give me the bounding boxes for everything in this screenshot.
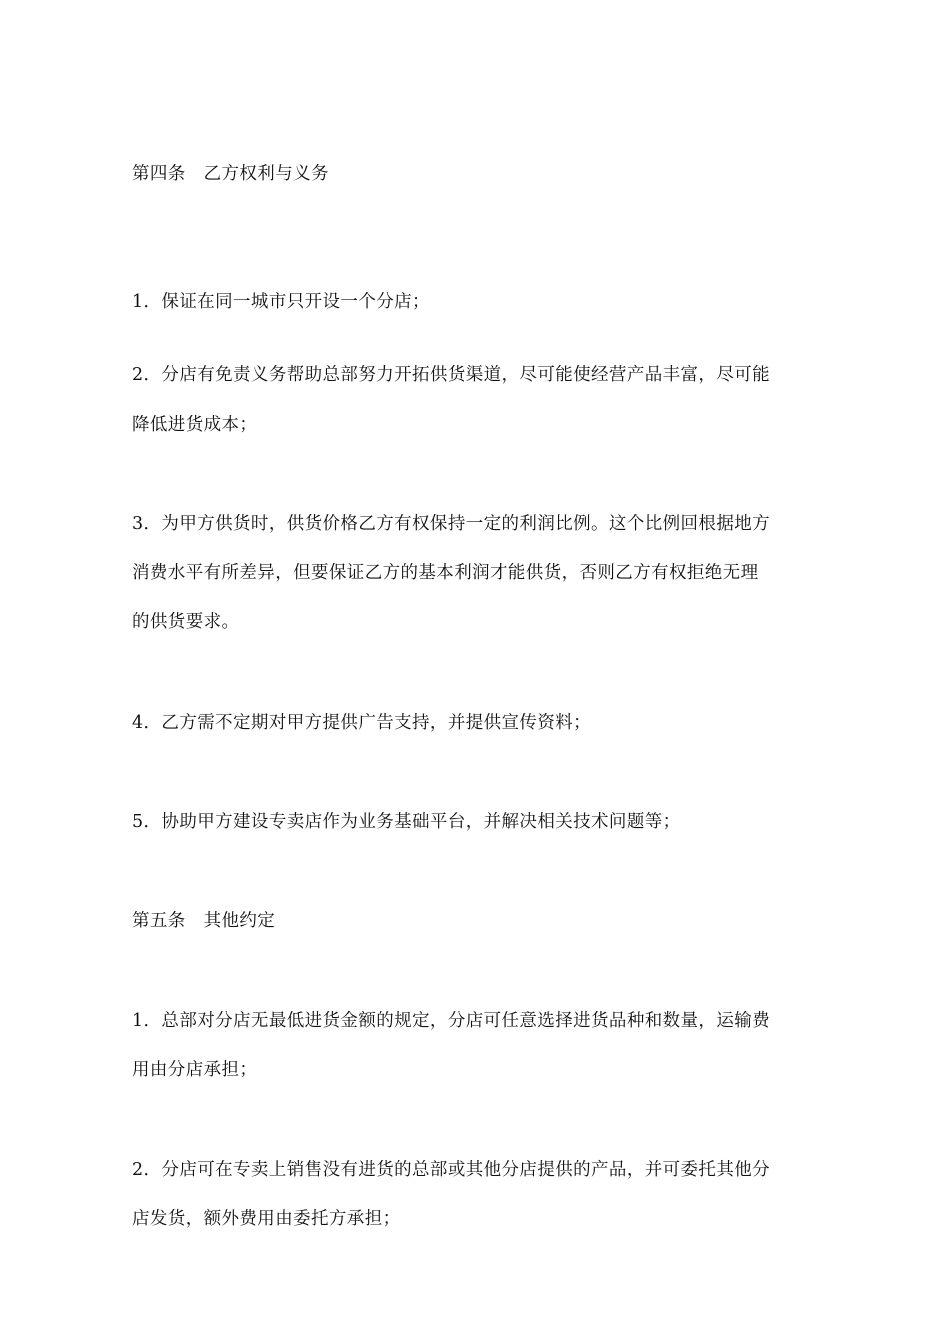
- section-5-item-1-line-2: 用由分店承担；: [132, 1060, 258, 1080]
- section-4-item-3-line-1: 3．为甲方供货时，供货价格乙方有权保持一定的利润比例。这个比例回根据地方: [132, 514, 771, 534]
- section-4-item-2-line-2: 降低进货成本；: [132, 415, 258, 435]
- section-4-item-2-line-1: 2．分店有免责义务帮助总部努力开拓供货渠道，尽可能使经营产品丰富，尽可能: [132, 365, 771, 385]
- section-5-heading: 第五条 其他约定: [132, 911, 276, 931]
- section-4-heading: 第四条 乙方权利与义务: [132, 164, 329, 184]
- section-4-item-3-line-2: 消费水平有所差异，但要保证乙方的基本利润才能供货，否则乙方有权拒绝无理: [132, 563, 759, 583]
- section-4-item-4: 4．乙方需不定期对甲方提供广告支持，并提供宣传资料；: [132, 713, 592, 733]
- section-5-item-2-line-1: 2．分店可在专卖上销售没有进货的总部或其他分店提供的产品，并可委托其他分: [132, 1160, 771, 1180]
- section-5-item-2-line-2: 店发货，额外费用由委托方承担；: [132, 1209, 401, 1229]
- section-4-item-3-line-3: 的供货要求。: [132, 612, 240, 632]
- section-4-item-5: 5．协助甲方建设专卖店作为业务基础平台，并解决相关技术问题等；: [132, 812, 681, 832]
- section-5-item-1-line-1: 1．总部对分店无最低进货金额的规定，分店可任意选择进货品种和数量，运输费: [132, 1011, 771, 1031]
- section-4-item-1: 1．保证在同一城市只开设一个分店；: [132, 292, 430, 312]
- document-page: [132, 0, 822, 1344]
